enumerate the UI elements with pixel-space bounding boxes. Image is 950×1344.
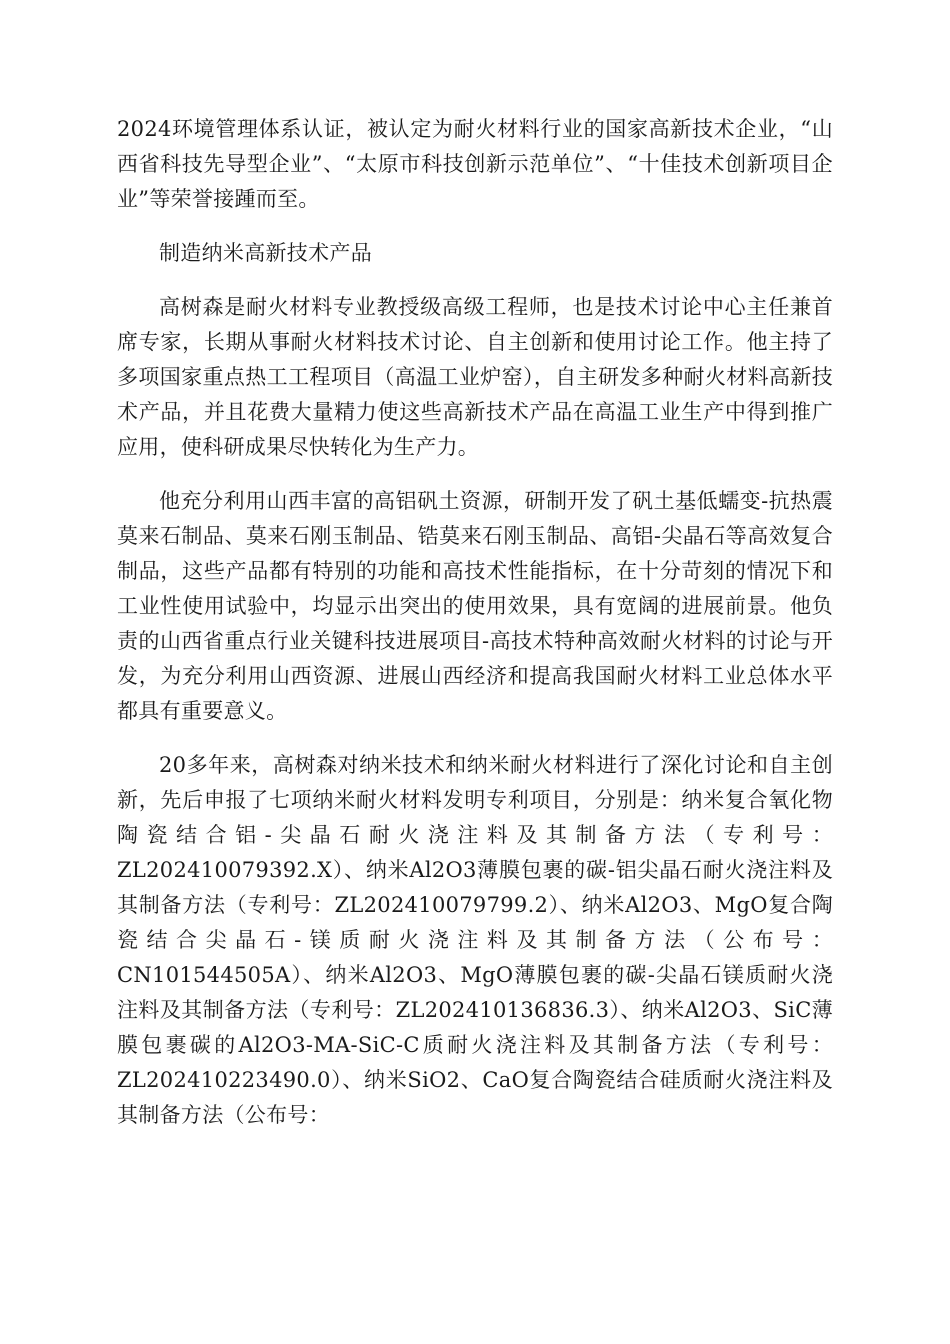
document-body bbox=[117, 112, 833, 1152]
paragraph-products: 他充分利用山西丰富的高铝矾土资源，研制开发了矾土基低蠕变-抗热震莫来石制品、莫来石刚玉制品、锆莫来石刚玉制品、高铝-尖晶石等高效复合制品，这些产品都有特别的功能和高技术性能指标，在十分苛刻的情况下和工业性使用试验中，均显示出突出的使用效果，具有宽阔的进展前景。他负责的山西省重点行业关键科技进展项目-高技术特种高效耐火材料的讨论与开发，为充分利用山西资源、进展山西经济和提高我国耐火材料工业总体水平都具有重要意义。 bbox=[117, 489, 833, 723]
paragraph-profile: 高树森是耐火材料专业教授级高级工程师，也是技术讨论中心主任兼首席专家，长期从事耐火材料技术讨论、自主创新和使用讨论工作。他主持了多项国家重点热工工程项目（高温工业炉窑），自主研发多种耐火材料高新技术产品，并且花费大量精力使这些高新技术产品在高温工业生产中得到推广应用，使科研成果尽快转化为生产力。 bbox=[117, 295, 833, 459]
section-heading: 制造纳米高新技术产品 bbox=[159, 241, 372, 265]
paragraph-patents: 20多年来，高树森对纳米技术和纳米耐火材料进行了深化讨论和自主创新，先后申报了七项纳米耐火材料发明专利项目，分别是：纳米复合氧化物陶瓷结合铝-尖晶石耐火浇注料及其制备方法（专利号：ZL202410079392.X）、纳米Al2O3薄膜包裹的碳-铝尖晶石耐火浇注料及其制备方法（专利号：ZL202410079799.2）、纳米Al2O3、MgO复合陶瓷结合尖晶石-镁质耐火浇注料及其制备方法（公布号：CN101544505A）、纳米Al2O3、MgO薄膜包裹的碳-尖晶石镁质耐火浇注料及其制备方法（专利号：ZL202410136836.3）、纳米Al2O3、SiC薄膜包裹碳的Al2O3-MA-SiC-C质耐火浇注料及其制备方法（专利号：ZL202410223490.0）、纳米SiO2、CaO复合陶瓷结合硅质耐火浇注料及其制备方法（公布号： bbox=[117, 753, 833, 1127]
paragraph-certification-continued: 2024环境管理体系认证，被认定为耐火材料行业的国家高新技术企业，“山西省科技先导型企业”、“太原市科技创新示范单位”、“十佳技术创新项目企业”等荣誉接踵而至。 bbox=[117, 117, 833, 211]
